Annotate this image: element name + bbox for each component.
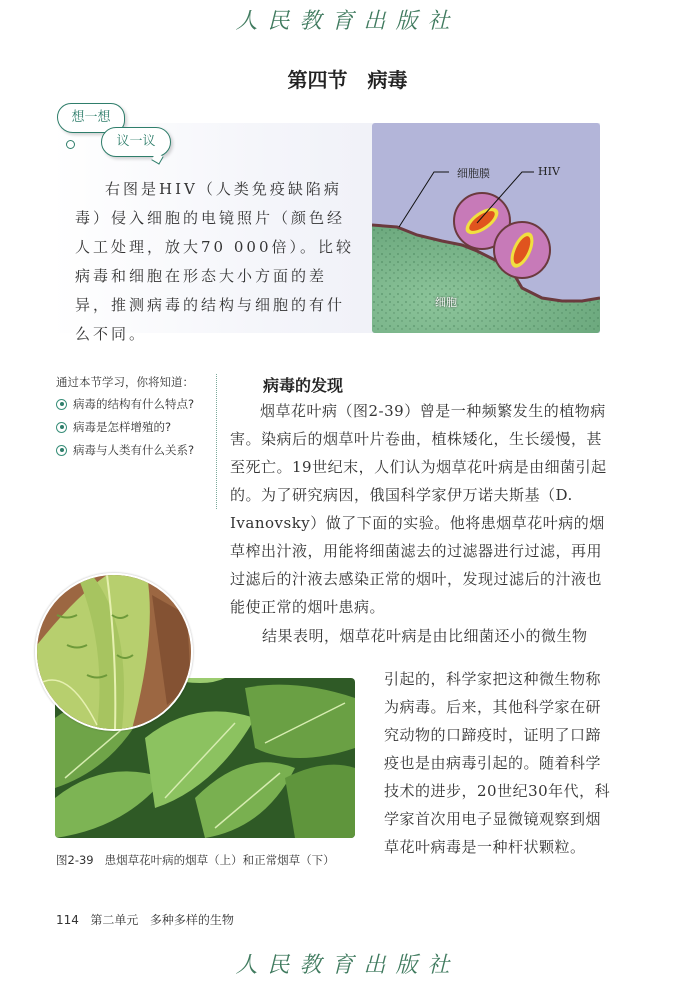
target-bullet-icon (56, 399, 67, 410)
figure-caption-text: 患烟草花叶病的烟草（上）和正常烟草（下） (104, 853, 335, 867)
thought-dot-icon (66, 140, 75, 149)
paragraph-2-first-line: 结果表明，烟草花叶病是由比细菌还小的微生物 (262, 627, 588, 645)
unit-title: 多种多样的生物 (149, 913, 234, 927)
target-bullet-icon (56, 445, 67, 456)
label-cell-membrane: 细胞膜 (457, 167, 490, 180)
think-discuss-text (75, 175, 360, 349)
unit-label: 第二单元 (90, 913, 139, 927)
hiv-micrograph-image (372, 123, 600, 333)
learning-goals-intro: 通过本节学习，你将知道： (56, 375, 194, 389)
label-cell: 细胞 (435, 296, 457, 309)
paragraph-2-rest (384, 650, 614, 876)
discuss-bubble: 议一议 (101, 127, 171, 157)
section-title: 第四节 病毒 (287, 68, 408, 92)
dotted-divider (216, 374, 217, 509)
paragraph-1-text: 烟草花叶病（图2-39）曾是一种频繁发生的植物病害。染病后的烟草叶片卷曲，植株矮化，生长缓慢，甚至死亡。19世纪末，人们认为烟草花叶病是由细菌引起的。为了研究病因，俄国科学家伊万诺夫斯基（D. Ivanovsky）做了下面的实验。他将患烟草花叶病的烟草榨出汁液，用能将细菌滤去的过滤器进行过滤，再用过滤后的汁液去感染正常的烟叶，发现过滤后的汁液也能使正常的烟叶患病。 (230, 402, 607, 616)
learning-goal-item (56, 396, 216, 412)
think-bubble: 想一想 (57, 103, 125, 133)
page-footer (56, 911, 234, 928)
figure-number: 图2-39 (56, 853, 94, 867)
diseased-tobacco-image (37, 575, 191, 729)
hiv-micrograph (372, 123, 600, 333)
paragraph-2-text: 引起的，科学家把这种微生物称为病毒。后来，其他科学家在研究动物的口蹄疫时，证明了口蹄疫也是由病毒引起的。随着科学技术的进步，20世纪30年代，科学家首次用电子显微镜观察到烟草花叶病毒是一种杆状颗粒。 (384, 670, 611, 856)
target-bullet-icon (56, 422, 67, 433)
subheading: 病毒的发现 (263, 376, 344, 395)
figure-caption (56, 852, 335, 868)
paragraph-1 (230, 397, 610, 621)
label-hiv: HIV (538, 165, 560, 178)
learning-goals (56, 374, 216, 465)
page-number: 114 (56, 913, 79, 927)
hiv-virion-2 (494, 222, 550, 278)
publisher-logo-top: 人民教育出版社 (235, 9, 460, 34)
publisher-logo-bottom: 人民教育出版社 (235, 953, 460, 978)
learning-goal-item (56, 419, 216, 435)
diseased-tobacco-photo (35, 573, 193, 731)
learning-goal-text: 病毒与人类有什么关系? (73, 443, 195, 457)
learning-goal-text: 病毒是怎样增殖的? (73, 420, 172, 434)
learning-goal-item (56, 442, 216, 458)
learning-goal-text: 病毒的结构有什么特点? (73, 397, 195, 411)
think-discuss-paragraph: 右图是HIV（人类免疫缺陷病毒）侵入细胞的电镜照片（颜色经人工处理，放大70 000倍）。比较病毒和细胞在形态大小方面的差异，推测病毒的结构与细胞的有什么不同。 (75, 180, 354, 343)
